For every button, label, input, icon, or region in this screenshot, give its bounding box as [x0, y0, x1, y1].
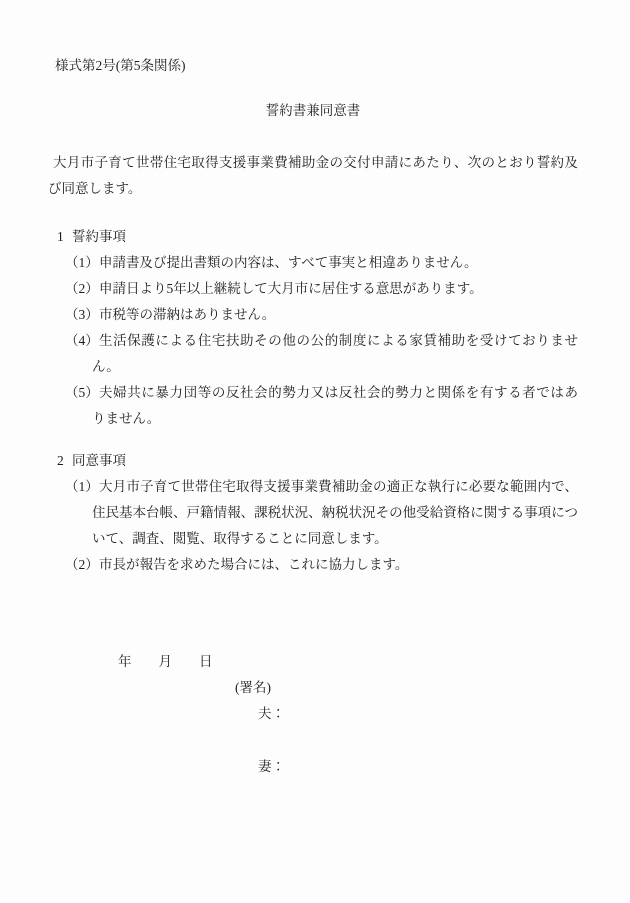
item-line: 申請書及び提出書類の内容は、すべて事実と相違ありません。: [99, 255, 478, 270]
item-line: 大月市子育て世帯住宅取得支援事業費補助金の適正な執行に必要な範囲内で、: [99, 479, 578, 494]
pledge-item: [48, 328, 578, 380]
item-marker: （3）: [65, 307, 99, 322]
item-line: 申請日より5年以上継続して大月市に居住する意思があります。: [99, 281, 483, 296]
consent-item: [48, 552, 578, 578]
section-number: 1: [57, 229, 64, 244]
item-line: 住民基本台帳、戸籍情報、課税状況、納税状況その他受給資格に関する事項につ: [92, 505, 578, 520]
item-line: ん。: [92, 359, 120, 374]
consent-item: [48, 474, 578, 552]
item-marker: （4）: [65, 333, 99, 348]
item-marker: （2）: [65, 557, 99, 572]
form-number: 様式第2号(第5条関係): [55, 58, 186, 73]
item-marker: （1）: [65, 255, 99, 270]
pledge-item: [48, 380, 578, 432]
item-line: 市長が報告を求めた場合には、これに協力します。: [99, 557, 409, 572]
pledge-section-heading: [48, 224, 578, 250]
document-title: 誓約書兼同意書: [265, 103, 361, 118]
item-marker: （1）: [65, 479, 99, 494]
item-line: りません。: [92, 411, 161, 426]
wife-signature-line: 妻：: [258, 759, 285, 774]
section-number: 2: [57, 453, 64, 468]
intro-line: び同意します。: [48, 181, 142, 196]
item-marker: （5）: [65, 385, 99, 400]
item-marker: （2）: [65, 281, 99, 296]
consent-section-heading: [48, 448, 578, 474]
husband-signature-line: 夫：: [258, 706, 285, 721]
item-line: 市税等の滞納はありません。: [99, 307, 276, 322]
pledge-item: [48, 276, 578, 302]
item-line: 夫婦共に暴力団等の反社会的勢力又は反社会的勢力と関係を有する者ではあ: [99, 385, 578, 400]
pledge-item: [48, 302, 578, 328]
pledge-item: [48, 250, 578, 276]
intro-line: 大月市子育て世帯住宅取得支援事業費補助金の交付申請にあたり、次のとおり誓約及: [53, 155, 578, 170]
item-line: いて、調査、閲覧、取得することに同意します。: [92, 531, 388, 546]
item-line: 生活保護による住宅扶助その他の公的制度による家賃補助を受けておりませ: [99, 333, 578, 348]
section-title: 誓約事項: [72, 229, 126, 244]
intro-paragraph: [48, 150, 578, 202]
date-line: 年 月 日: [118, 654, 213, 669]
signature-label: (署名): [235, 680, 271, 695]
section-title: 同意事項: [72, 453, 126, 468]
